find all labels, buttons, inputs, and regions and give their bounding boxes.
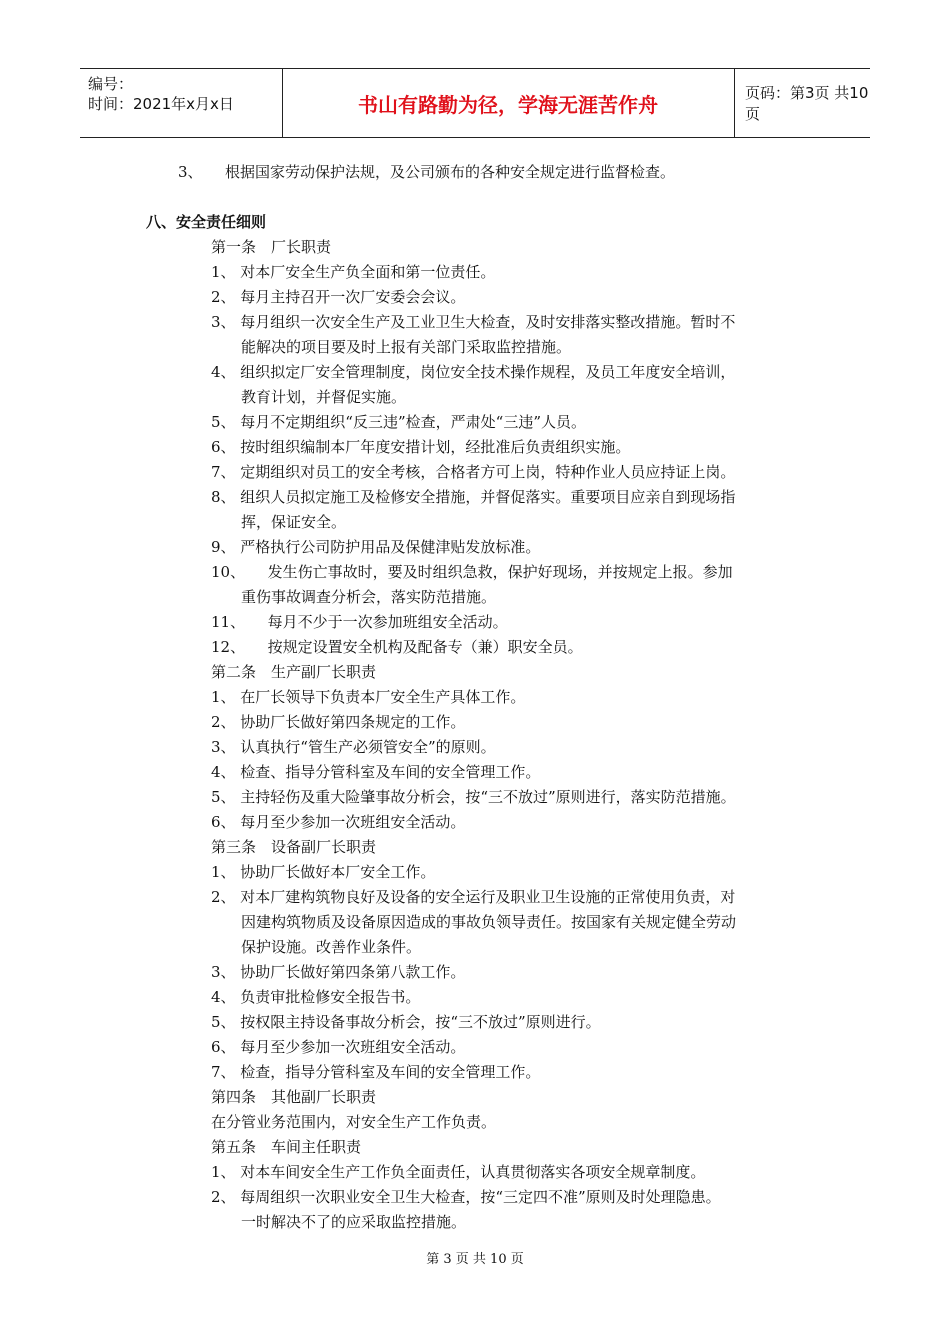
text-line: 4、 检查、指导分管科室及车间的安全管理工作。: [211, 763, 541, 781]
section-heading: 八、安全责任细则: [146, 213, 267, 231]
text-line: 6、 每月至少参加一次班组安全活动。: [211, 1038, 466, 1056]
text-line: 6、 每月至少参加一次班组安全活动。: [211, 813, 466, 831]
text-line: 3、 根据国家劳动保护法规，及公司颁布的各种安全规定进行监督检查。: [178, 163, 676, 181]
header-meta-cell: [80, 69, 283, 137]
text-line: 在分管业务范围内，对安全生产工作负责。: [211, 1113, 497, 1131]
text-line: 一时解决不了的应采取监控措施。: [241, 1213, 467, 1231]
header-page-label: 页码：第3页 共10页: [745, 84, 869, 123]
time-label: 时间：2021年x月x日: [88, 95, 234, 113]
text-line: 7、 检查，指导分管科室及车间的安全管理工作。: [211, 1063, 541, 1081]
text-line: 因建构筑物质及设备原因造成的事故负领导责任。按国家有关规定健全劳动: [241, 913, 737, 931]
text-line: 5、 按权限主持设备事故分析会，按“三不放过”原则进行。: [211, 1013, 601, 1031]
page-header: [80, 68, 870, 138]
text-line: 3、 每月组织一次安全生产及工业卫生大检查，及时安排落实整改措施。暂时不: [211, 313, 736, 331]
text-line: 7、 定期组织对员工的安全考核，合格者方可上岗，特种作业人员应持证上岗。: [211, 463, 736, 481]
text-line: 教育计划，并督促实施。: [241, 388, 407, 406]
text-line: 1、 协助厂长做好本厂安全工作。: [211, 863, 436, 881]
text-line: 3、 认真执行“管生产必须管安全”的原则。: [211, 738, 496, 756]
text-line: 保护设施。改善作业条件。: [241, 938, 422, 956]
number-label: 编号：: [88, 75, 134, 93]
text-line: 10、 发生伤亡事故时，要及时组织急救，保护好现场，并按规定上报。参加: [211, 563, 733, 581]
article-heading: 第三条 设备副厂长职责: [211, 838, 377, 856]
text-line: 8、 组织人员拟定施工及检修安全措施，并督促落实。重要项目应亲自到现场指: [211, 488, 736, 506]
text-line: 5、 每月不定期组织“反三违”检查，严肃处“三违”人员。: [211, 413, 586, 431]
header-motto: 书山有路勤为径，学海无涯苦作舟: [282, 69, 735, 137]
text-line: 4、 负责审批检修安全报告书。: [211, 988, 421, 1006]
text-line: 6、 按时组织编制本厂年度安措计划，经批准后负责组织实施。: [211, 438, 631, 456]
text-line: 5、 主持轻伤及重大险肇事故分析会，按“三不放过”原则进行，落实防范措施。: [211, 788, 736, 806]
text-line: 重伤事故调查分析会，落实防范措施。: [241, 588, 497, 606]
text-line: 1、 在厂长领导下负责本厂安全生产具体工作。: [211, 688, 526, 706]
text-line: 挥，保证安全。: [241, 513, 347, 531]
text-line: 3、 协助厂长做好第四条第八款工作。: [211, 963, 466, 981]
text-line: 1、 对本车间安全生产工作负全面责任，认真贯彻落实各项安全规章制度。: [211, 1163, 706, 1181]
text-line: 4、 组织拟定厂安全管理制度，岗位安全技术操作规程，及员工年度安全培训，: [211, 363, 736, 381]
text-line: 2、 协助厂长做好第四条规定的工作。: [211, 713, 466, 731]
text-line: 12、 按规定设置安全机构及配备专（兼）职安全员。: [211, 638, 583, 656]
text-line: 11、 每月不少于一次参加班组安全活动。: [211, 613, 508, 631]
text-line: 2、 每月主持召开一次厂安委会会议。: [211, 288, 466, 306]
text-line: 能解决的项目要及时上报有关部门采取监控措施。: [241, 338, 572, 356]
text-line: 2、 对本厂建构筑物良好及设备的安全运行及职业卫生设施的正常使用负责，对: [211, 888, 736, 906]
text-line: 1、 对本厂安全生产负全面和第一位责任。: [211, 263, 496, 281]
text-line: 9、 严格执行公司防护用品及保健津贴发放标准。: [211, 538, 541, 556]
article-heading: 第五条 车间主任职责: [211, 1138, 362, 1156]
article-heading: 第四条 其他副厂长职责: [211, 1088, 377, 1106]
article-heading: 第二条 生产副厂长职责: [211, 663, 377, 681]
page-footer: 第 3 页 共 10 页: [426, 1252, 524, 1267]
text-line: 2、 每周组织一次职业安全卫生大检查，按“三定四不准”原则及时处理隐患。: [211, 1188, 721, 1206]
article-heading: 第一条 厂长职责: [211, 238, 332, 256]
